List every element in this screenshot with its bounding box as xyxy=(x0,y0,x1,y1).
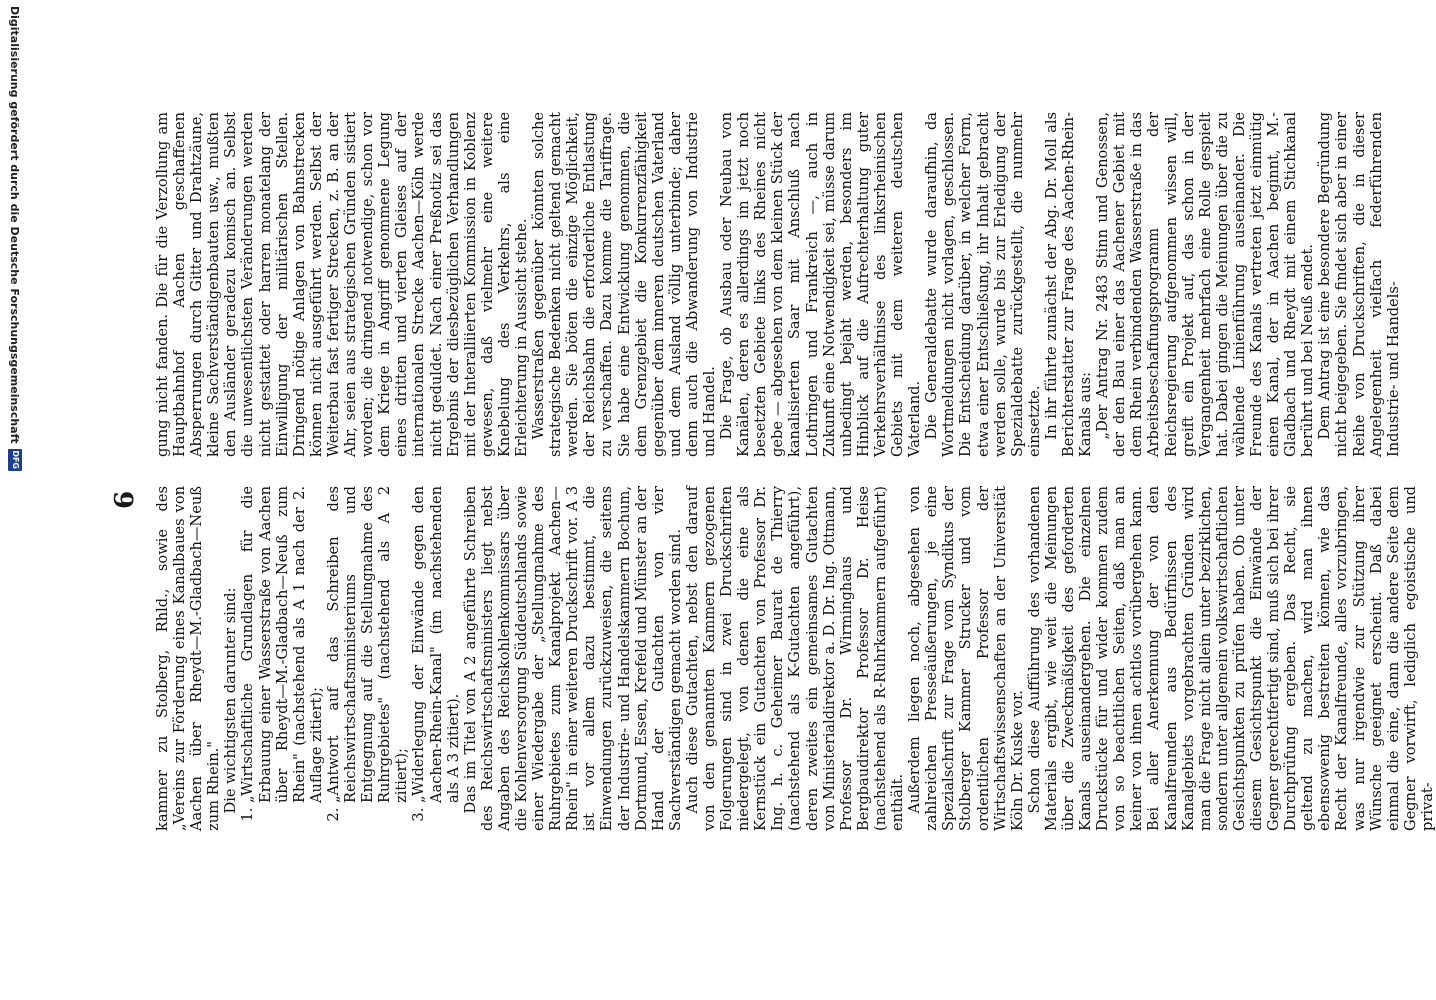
paragraph: gung nicht fanden. Die für die Verzollung am Hauptbahnhof Aachen geschaffenen Absperrungen durch Gitter und Drahtzäune, kleine Sachverständigenbauten usw., mußten den Ausländer geradezu komisch an. Selbst die unwesentlichsten Veränderungen werden nicht gestattet oder harren monatelang der Einwilligung der militärischen Stellen. Dringend nötige Anlagen von Bahnstrecken können nicht ausgeführt werden. Selbst der Weiterbau fast fertiger Strecken, z. B. an der Ahr, seien aus strategischen Gründen sistiert worden; die dringend notwendige, schon vor dem Kriege in Angriff genommene Legung eines dritten und vierten Gleises auf der internationalen Strecke Aachen—Köln werde nicht geduldet. Nach einer Preßnotiz sei das Ergebnis der diesbezüglichen Verhandlungen mit der Interalliierten Kommission in Koblenz gewesen, daß vielmehr eine weitere Knebelung des Verkehrs, als eine Erleichterung in Aussicht stehe. xyxy=(154,112,530,457)
paragraph: Die wichtigsten darunter sind: xyxy=(222,587,240,814)
paragraph: Schon diese Aufführung des vorhandenen Materials ergibt, wie weit die Meinungen über die Zweckmäßigkeit des geforderten Kanals auseinandergehen. Die einzelnen Druckstücke für und wider kommen zudem von so beachtlichen Seiten, daß man an keiner von ihnen achtlos vorübergehen kann. Bei aller Anerkennung der von den Kanalfreunden aus Bedürfnissen des Kanalgebiets vorgebrachten Gründen wird man die Frage nicht allein unter bezirklichen, sondern unter allgemein volkswirtschaftlichen Gesichtspunkten zu prüfen haben. Ob unter diesem Gesichtspunkt die Einwände der Gegner gerechtfertigt sind, muß sich bei ihrer Durchprüfung ergeben. Das Recht, sie geltend zu machen, wird man ihnen ebensowenig bestreiten können, wie das Recht der Kanalfreunde, alles vorzubringen, was nur irgendwie zur Stützung ihrer Wünsche geeignet erscheint. Daß dabei einmal die eine, dann die andere Seite dem Gegner vorwirft, lediglich egoistische und privat- xyxy=(1025,486,1436,831)
paragraph: „Der Antrag Nr. 2483 Stinn und Genossen, der den Bau einer das Aachener Gebiet mit dem Rhein verbindenden Wasserstraße in das Arbeitsbeschaffungsprogramm der Reichsregierung aufgenommen wissen will, greift ein Projekt auf, das schon in der Vergangenheit mehrfach eine Rolle gespielt hat. Dabei gingen die Meinungen über die zu wählende Linienführung auseinander. Die Freunde des Kanals vertreten jetzt einmütig einen Kanal, der in Aachen beginnt, M.-Gladbach und Rheydt mit einem Stichkanal berührt und bei Neuß endet. xyxy=(1094,112,1317,457)
list-item: 3. „Widerlegung der Einwände gegen den Aachen-Rhein-Kanal" (im nachstehenden als A 3 zitiert). xyxy=(410,486,461,803)
paragraph: Außerdem liegen noch, abgesehen von zahlreichen Presseäußerungen, je eine Spezialschrift zur Frage vom Syndikus der Stolberger Kammer Strucker und vom ordentlichen Professor der Wirtschaftswissenschaften an der Universität Köln Dr. Kuske vor. xyxy=(906,486,1026,831)
right-column xyxy=(154,486,1436,831)
paragraph: Wasserstraßen gegenüber könnten solche strategische Bedenken nicht geltend gemacht werden. Sie böten die einzige Möglichkeit, der Reichsbahn die erforderliche Entlastung zu verschaffen. Dazu komme die Tariffrage. Sie habe eine Entwicklung genommen, die dem Grenzgebiet die Konkurrenzfähigkeit gegenüber dem inneren deutschen Vaterland und dem Ausland völlig unterbinde; daher denn auch die Abwanderung von Industrie und Handel. xyxy=(530,112,718,457)
document-list xyxy=(239,486,461,831)
paragraph: Das im Titel von A 2 angeführte Schreiben des Reichswirtschaftsministers liegt nebst Angaben des Reichskohlenkommissars über die Kohlenversorgung Süddeutschlands sowie einer Wiedergabe der „Stellungnahme des Ruhrgebietes zum Kanalprojekt Aachen—Rhein" in einer weiteren Druckschrift vor. A 3 ist vor allem dazu bestimmt, die Einwendungen zurückzuweisen, die seitens der Industrie- und Handelskammern Bochum, Dortmund, Essen, Krefeld und Münster an der Hand der Gutachten von vier Sachverständigen gemacht worden sind. xyxy=(461,486,684,831)
paragraph: Die Generaldebatte wurde daraufhin, da Wortmeldungen nicht vorlagen, geschlossen. Die Entscheidung darüber, in welcher Form, etwa einer Entschließung, ihr Inhalt gebracht werden solle, wurde bis zur Erledigung der Spezialdebatte zurückgestellt, die nunmehr einsetzte. xyxy=(923,112,1043,457)
credit-text: Digitalisierung gefördert durch die Deutsche Forschungsgemeinschaft xyxy=(8,6,22,444)
paragraph: Auch diese Gutachten, nebst den darauf von den genannten Kammern gezogenen Folgerungen sind in zwei Druckschriften niedergelegt, von denen die eine als Kernstück ein Gutachten von Professor Dr. Ing. h. c. Geheimer Baurat de Thierry (nachstehend als K-Gutachten angeführt), deren zweites ein gemeinsames Gutachten von Ministerialdirektor a. D. Dr. Ing. Ottmann, Professor Dr. Wirminghaus und Bergbaudirektor Professor Dr. Heise (nachstehend als R-Ruhrkammern aufgeführt) enthält. xyxy=(683,486,907,831)
paragraph: kammer zu Stolberg, Rhld., sowie des „Vereins zur Förderung eines Kanalbaues von Aachen über Rheydt—M.-Gladbach—Neuß zum Rhein." xyxy=(154,486,223,831)
dfg-logo-icon: DFG xyxy=(8,449,22,471)
paragraph: In ihr führte zunächst der Abg. Dr. Moll als Berichterstatter zur Frage des Aachen-Rhein-Kanals aus: xyxy=(1042,112,1095,457)
page-number: 6 xyxy=(110,490,140,510)
paragraph: Dem Antrag ist eine besondere Begründung nicht beigegeben. Sie findet sich aber in einer Reihe von Druckschriften, die in dieser Angelegenheit vielfach federführenden Industrie- und Handels- xyxy=(1316,112,1402,457)
list-item: 1. „Wirtschaftliche Grundlagen für die Erbauung einer Wasserstraße von Aachen über Rheydt—M.-Gladbach—Neuß zum Rhein" (nachstehend als A 1 nach der 2. Auflage zitiert); xyxy=(239,486,324,803)
paragraph: Die Frage, ob Ausbau oder Neubau von Kanälen, deren es allerdings im jetzt noch besetzten Gebiete links des Rheines nicht gebe — abgesehen von dem kleinen Stück der kanalisierten Saar mit Anschluß nach Lothringen und Frankreich —, auch in Zukunft eine Notwendigkeit sei, müsse darum unbedingt bejaht werden, besonders im Hinblick auf die Aufrechterhaltung guter Verkehrsverhältnisse des linksrheinischen Gebiets mit dem weiteren deutschen Vaterland. xyxy=(718,112,924,457)
digitization-credit xyxy=(8,0,22,1000)
list-item: 2. „Antwort auf das Schreiben des Reichswirtschaftsministeriums und Entgegnung auf die Stellungnahme des Ruhrgebietes" (nachstehend als A 2 zitiert); xyxy=(325,486,410,803)
left-column xyxy=(154,112,1402,457)
